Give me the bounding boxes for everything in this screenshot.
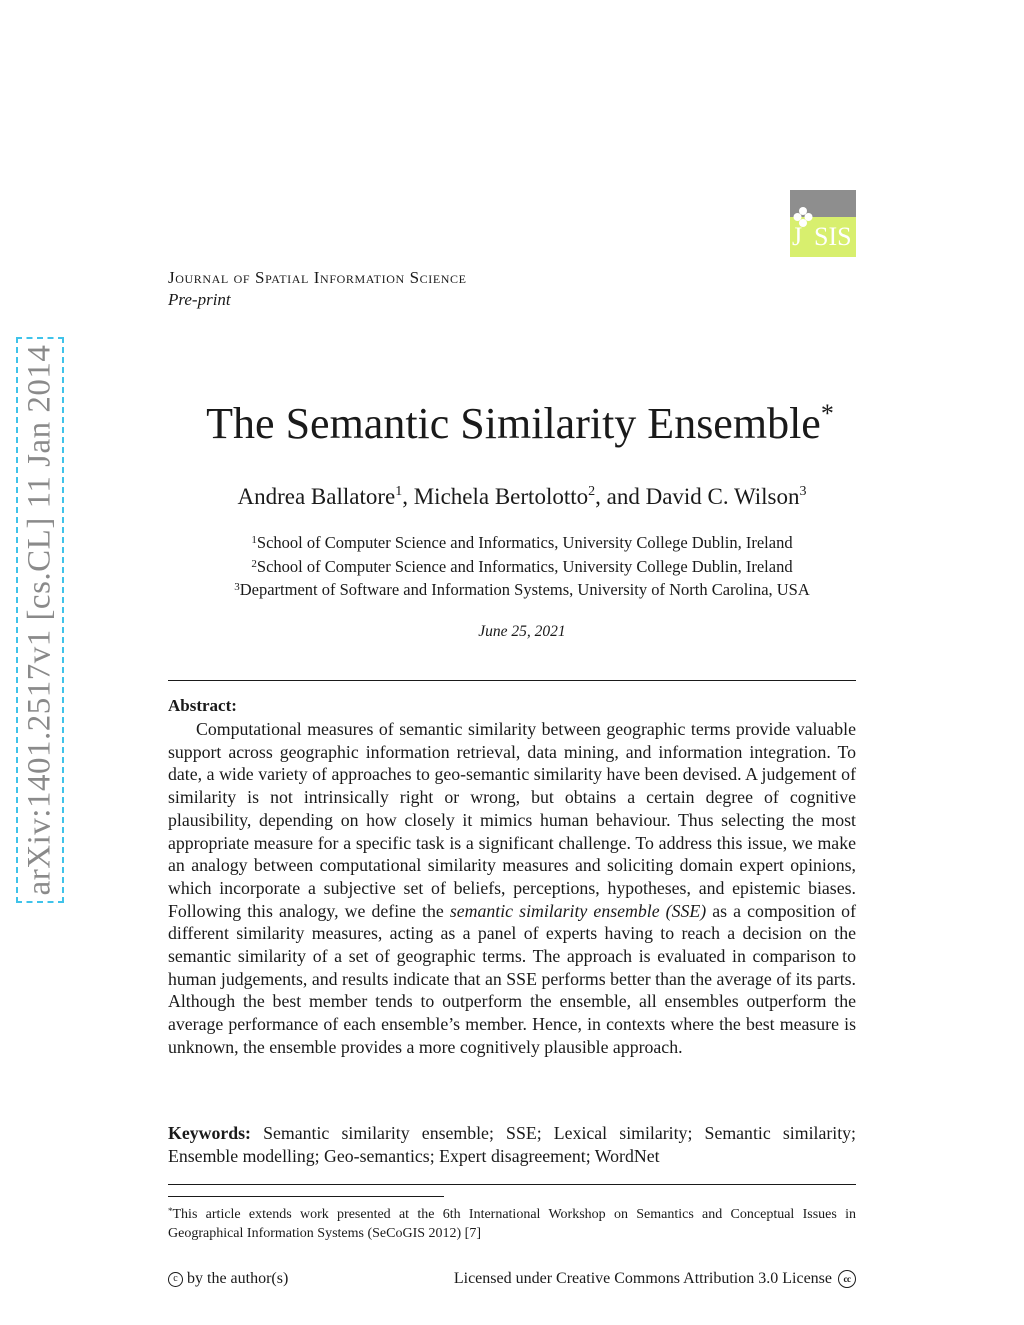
footnote-rule — [168, 1196, 444, 1197]
copyright-icon: c — [168, 1272, 183, 1287]
author-affiliation-mark: 2 — [588, 484, 596, 499]
footnote — [168, 1202, 856, 1243]
paper-title-text: The Semantic Similarity Ensemble — [206, 399, 821, 448]
journal-name: Journal of Spatial Information Science — [168, 268, 467, 287]
abstract-text — [168, 718, 856, 1059]
abstract-text-part: Computational measures of semantic similarity between geographic terms provide valuable support across geographic information retrieval, data mining, and information integration. To date, a wide variety of approaches to geo-semantic similarity have been devised. A judgement of similarity is not intrinsically right or wrong, but obtains a certain degree of cognitive plausibility, depending on how closely it mimics human behaviour. Thus selecting the most appropriate measure for a specific task is a significant challenge. To address this issue, we make an analogy between computational similarity measures and soliciting domain expert opinions, which incorporate a subjective set of beliefs, perceptions, hypotheses, and epistemic biases. Following this analogy, we define the — [168, 719, 856, 921]
publication-date: June 25, 2021 — [478, 623, 566, 640]
license-notice — [454, 1270, 856, 1288]
keywords-text: Semantic similarity ensemble; SSE; Lexical similarity; Semantic similarity; Ensemble modelling; Geo-semantics; Expert disagreement; WordNet — [168, 1123, 856, 1166]
affiliation-line — [20, 530, 1024, 554]
affiliation-text: School of Computer Science and Informatics, University College Dublin, Ireland — [256, 556, 793, 576]
author-affiliation-mark: 3 — [799, 484, 807, 499]
author-name: Michela Bertolotto — [413, 484, 589, 509]
abstract-top-rule — [168, 680, 856, 681]
arxiv-identifier[interactable]: arXiv:1401.2517v1 [cs.CL] 11 Jan 2014 — [21, 344, 58, 896]
author-name: Andrea Ballatore — [237, 484, 396, 509]
affiliation-line — [20, 554, 1024, 578]
footnote-mark: * — [168, 1206, 173, 1216]
author-list — [0, 484, 1024, 510]
affiliation-line — [20, 577, 1024, 601]
author-affiliation-mark: 1 — [395, 484, 403, 499]
author-name: David C. Wilson — [645, 484, 800, 509]
paper-title — [0, 398, 1024, 449]
josis-logo — [790, 190, 856, 257]
abstract-heading: Abstract: — [168, 696, 237, 715]
footnote-text: This article extends work presented at the 6th International Workshop on Semantics and Conceptual Issues in Geographical Information Systems (SeCoGIS 2012) [7] — [168, 1207, 856, 1241]
affiliation-text: Department of Software and Information Systems, University of North Carolina, USA — [239, 580, 810, 599]
affiliation-mark: 2 — [251, 557, 257, 570]
affiliation-mark: 1 — [251, 534, 257, 546]
affiliation-mark: 3 — [234, 581, 240, 593]
affiliation-list — [0, 530, 1024, 601]
journal-status: Pre-print — [168, 290, 231, 309]
copyright-notice — [168, 1270, 288, 1288]
affiliation-text: School of Computer Science and Informatics, University College Dublin, Ireland — [256, 533, 793, 552]
keywords-label: Keywords: — [168, 1123, 251, 1143]
creative-commons-icon[interactable]: cc — [838, 1270, 856, 1288]
svg-text:J: J — [792, 222, 803, 251]
copyright-text: by the author(s) — [187, 1270, 289, 1287]
abstract-emphasis: semantic similarity ensemble (SSE) — [449, 900, 707, 921]
author-separator: , and — [595, 484, 646, 509]
keywords — [168, 1122, 856, 1167]
title-footnote-mark[interactable]: * — [820, 399, 834, 428]
author-separator: , — [402, 484, 414, 509]
license-text[interactable]: Licensed under Creative Commons Attribution 3.0 License — [453, 1270, 832, 1287]
abstract-text-part: as a composition of different similarity measures, acting as a panel of experts having to reach a decision on the semantic similarity of a set of geographic terms. The approach is evaluated in comparison to human judgements, and results indicate that an SSE performs better than the average of its parts. Although the best member tends to outperform the ensemble, all ensembles outperform the average performance of each ensemble’s member. Hence, in contexts where the best measure is unknown, the ensemble provides a more cognitively plausible approach. — [168, 900, 856, 1057]
abstract-bottom-rule — [168, 1184, 856, 1185]
svg-text:SIS: SIS — [814, 222, 852, 251]
josis-logo-icon — [790, 190, 856, 257]
